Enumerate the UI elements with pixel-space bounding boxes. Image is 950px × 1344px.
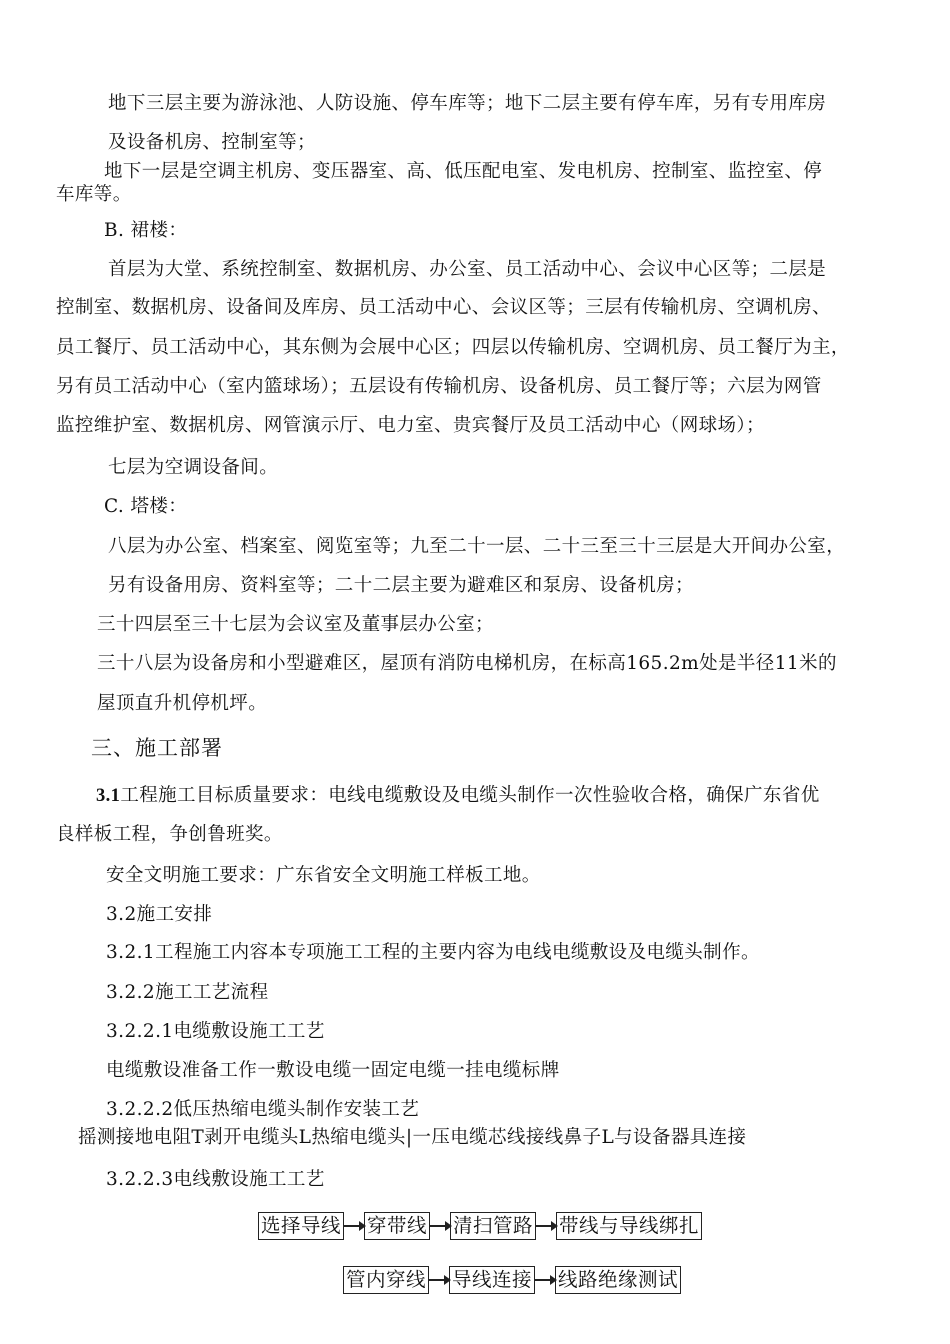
flow-cable-laying: 电缆敷设准备工作一敷设电缆一固定电缆一挂电缆标牌 [106, 1060, 560, 1081]
paragraph-3-2-1: 3.2.1工程施工内容本专项施工工程的主要内容为电线电缆敷设及电缆头制作。 [106, 942, 760, 963]
paragraph-tower-2: 另有设备用房、资料室等；二十二层主要为避难区和泵房、设备机房； [108, 575, 694, 596]
paragraph-floor38-cont: 屋顶直升机停机坪。 [97, 693, 268, 714]
subheading-3-2-2: 3.2.2施工工艺流程 [106, 982, 269, 1003]
arrow-right-icon [430, 1225, 450, 1227]
flowchart-row-1 [258, 1211, 702, 1241]
subheading-3-2-2-3: 3.2.2.3电线敷设施工工艺 [106, 1169, 325, 1190]
arrow-right-icon [535, 1279, 555, 1281]
flow-box-bind-wire: 带线与导线绑扎 [556, 1212, 702, 1240]
paragraph-floor7: 七层为空调设备间。 [108, 457, 279, 478]
paragraph-podium-5: 监控维护室、数据机房、网管演示厅、电力室、贵宾餐厅及员工活动中心（网球场）； [56, 415, 765, 436]
paragraph-podium-2: 控制室、数据机房、设备间及库房、员工活动中心、会议区等；三层有传输机房、空调机房、 [56, 297, 831, 318]
paragraph-basement1: 地下一层是空调主机房、变压器室、高、低压配电室、发电机房、控制室、监控室、停 [104, 161, 823, 182]
flow-box-clean-pipe: 清扫管路 [450, 1212, 536, 1240]
paragraph-3-1 [96, 784, 820, 808]
subheading-3-2-2-2: 3.2.2.2低压热缩电缆头制作安装工艺 [106, 1099, 420, 1120]
flow-cable-head: 摇测接地电阻T剥开电缆头L热缩电缆头|一压电缆芯线接线鼻子L与设备器具连接 [78, 1127, 747, 1148]
section-heading-deployment: 三、施工部署 [91, 736, 223, 760]
flowchart-row-2 [343, 1265, 681, 1295]
paragraph-3-1-text: 工程施工目标质量要求：电线电缆敷设及电缆头制作一次性验收合格，确保广东省优 [120, 785, 820, 806]
subheading-3-2-2-1: 3.2.2.1电缆敷设施工工艺 [106, 1021, 325, 1042]
section-label-c: C. 塔楼： [104, 496, 188, 517]
arrow-right-icon [536, 1225, 556, 1227]
flow-box-thread-wire: 管内穿线 [343, 1266, 429, 1294]
paragraph-floor34-37: 三十四层至三十七层为会议室及董事层办公室； [97, 614, 494, 635]
flow-box-connect-wire: 导线连接 [449, 1266, 535, 1294]
paragraph-basement3: 地下三层主要为游泳池、人防设施、停车库等；地下二层主要有停车库，另有专用库房 [108, 93, 827, 114]
paragraph-tower-1: 八层为办公室、档案室、阅览室等；九至二十一层、二十三至三十三层是大开间办公室， [108, 536, 846, 557]
paragraph-3-1-cont: 良样板工程，争创鲁班奖。 [56, 824, 283, 845]
section-number-3-1: 3.1 [96, 786, 121, 806]
arrow-right-icon [429, 1279, 449, 1281]
flow-box-insulation-test: 线路绝缘测试 [555, 1266, 681, 1294]
paragraph-podium-4: 另有员工活动中心（室内篮球场）；五层设有传输机房、设备机房、员工餐厅等；六层为网管 [56, 376, 822, 397]
section-label-b: B. 裙楼： [104, 220, 188, 241]
flow-box-pull-line: 穿带线 [364, 1212, 430, 1240]
flow-box-select-wire: 选择导线 [258, 1212, 344, 1240]
paragraph-podium-1: 首层为大堂、系统控制室、数据机房、办公室、员工活动中心、会议中心区等；二层是 [108, 259, 827, 280]
paragraph-basement1-cont: 车库等。 [56, 184, 132, 205]
paragraph-floor38: 三十八层为设备房和小型避难区，屋顶有消防电梯机房，在标高165.2m处是半径11米的 [97, 653, 837, 674]
subheading-3-2: 3.2施工安排 [106, 904, 213, 925]
paragraph-basement3-cont: 及设备机房、控制室等； [108, 132, 316, 153]
paragraph-podium-3: 员工餐厅、员工活动中心，其东侧为会展中心区；四层以传输机房、空调机房、员工餐厅为主， [56, 337, 850, 358]
paragraph-safety: 安全文明施工要求：广东省安全文明施工样板工地。 [106, 865, 541, 886]
arrow-right-icon [344, 1225, 364, 1227]
